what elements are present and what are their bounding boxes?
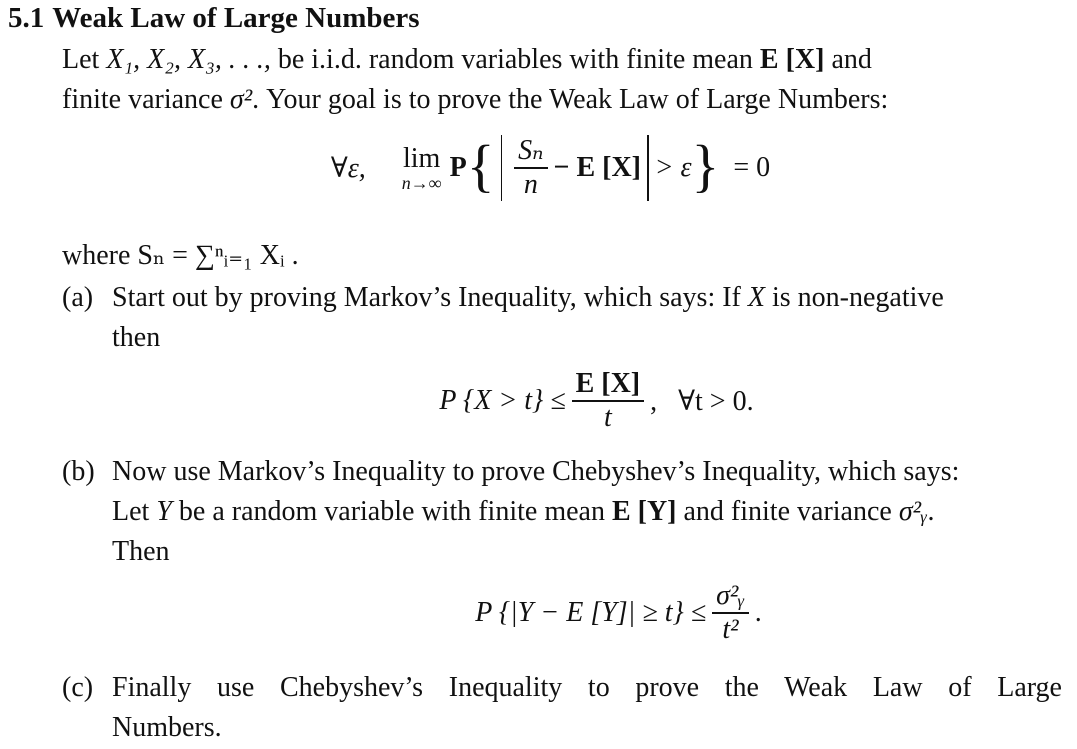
random-variables: X₁, X₂, X₃, . . ., (106, 44, 271, 75)
intro-text: Let (62, 44, 107, 75)
fraction-denominator: t (603, 401, 612, 433)
wlln-equation (12, 135, 1077, 201)
markov-inequality (58, 368, 1077, 434)
section-heading (8, 2, 420, 35)
markov-fraction (572, 368, 645, 434)
abs-bar-left (501, 135, 503, 201)
chebyshev-inequality (80, 580, 1077, 646)
variance-y: σ²ᵧ (898, 496, 928, 527)
variable-x: X (747, 282, 765, 313)
markov-rhs: , ∀t > 0. (650, 385, 754, 417)
forall-epsilon: ∀ε, (330, 153, 366, 184)
intro-text: and (824, 44, 872, 75)
part-text: Start out by proving Markov’s Inequality, which says: If (112, 282, 748, 313)
chebyshev-lhs: P {|Y − E [Y]| ≥ t} ≤ (475, 596, 707, 628)
part-text: be a random variable with finite mean (171, 496, 612, 527)
section-title: Weak Law of Large Numbers (52, 2, 420, 34)
part-text: . (927, 496, 935, 527)
intro-text: . Your goal is to prove the Weak Law of Large Numbers: (252, 84, 889, 115)
intro-text: finite variance (62, 84, 230, 115)
fraction-denominator: n (523, 168, 538, 200)
fraction-numerator: Sₙ (518, 135, 544, 167)
variable-y: Y (156, 496, 172, 527)
greater-than-epsilon: > ε (654, 152, 692, 183)
part-b-line-1: Now use Markov’s Inequality to prove Chebyshev’s Inequality, which says: (112, 456, 960, 487)
part-a-line-2: then (112, 322, 161, 353)
intro-paragraph (62, 40, 1062, 120)
markov-lhs: P {X > t} ≤ (439, 384, 566, 416)
part-a-line-1 (112, 278, 1062, 318)
left-brace: { (466, 133, 495, 198)
part-label: (a) (62, 282, 94, 313)
intro-line-1 (62, 40, 1062, 80)
where-clause: where Sₙ = ∑ⁿᵢ₌₁ Xᵢ . (62, 240, 299, 271)
part-b-text (112, 452, 1062, 572)
minus-expectation: − E [X] (553, 152, 641, 183)
intro-line-2 (62, 80, 1062, 120)
part-label: (b) (62, 456, 95, 487)
chebyshev-rhs: . (754, 596, 762, 628)
fraction-numerator: E [X] (575, 368, 641, 399)
mean-y: E [Y] (611, 496, 677, 527)
right-brace: } (691, 133, 720, 198)
limit-operator (402, 144, 442, 192)
mean-expression: E [X] (759, 44, 825, 75)
chebyshev-fraction (712, 580, 749, 646)
part-c-line-2: Numbers. (112, 712, 222, 743)
part-c-text (112, 668, 1062, 748)
part-label: (c) (62, 672, 94, 703)
part-a-text (112, 278, 1062, 358)
section-number: 5.1 (8, 2, 45, 34)
fraction-numerator: σ²ᵧ (716, 580, 745, 611)
sn-over-n (514, 135, 547, 201)
part-text: Let (112, 496, 157, 527)
abs-bar-right (647, 135, 649, 201)
part-b-line-3: Then (112, 536, 170, 567)
part-text: is non-negative (764, 282, 944, 313)
part-c-line-1: Finally use Chebyshev’s Inequality to prove the Weak Law of Large (112, 672, 1062, 703)
lim-word: lim (403, 143, 441, 174)
lim-subscript: n→∞ (401, 173, 442, 193)
part-text: and finite variance (676, 496, 899, 527)
part-b-line-2 (112, 492, 1062, 532)
fraction-denominator: t² (722, 613, 739, 645)
intro-text: be i.i.d. random variables with finite mean (270, 44, 760, 75)
variance-symbol: σ² (229, 84, 253, 115)
equals-zero: = 0 (733, 152, 771, 183)
probability-symbol: P (449, 152, 467, 183)
